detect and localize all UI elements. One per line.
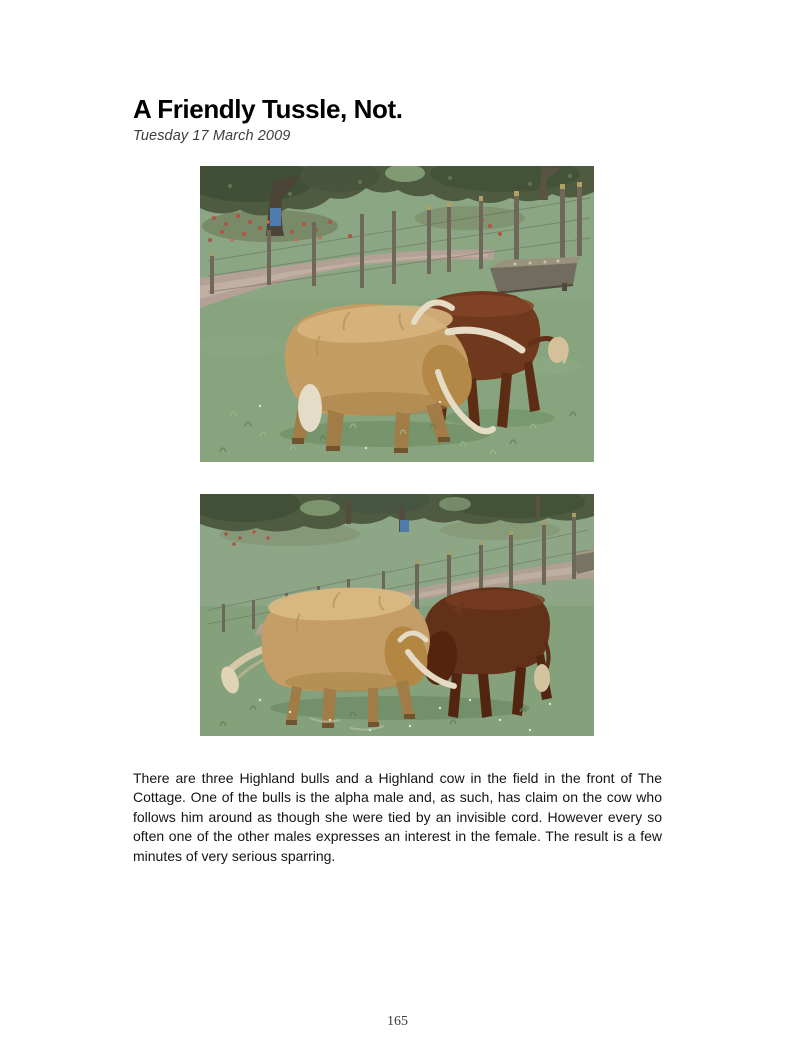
body-paragraph: There are three Highland bulls and a Highland cow in the field in the front of The Cottage. One of the bulls is the alpha male and, as such, has claim on the cow who follows him around as though she were tied by an invisible cord. However every so often one of the other males expresses an interest in the female. The result is a few minutes of very serious sparring. (133, 770, 662, 864)
page-number: 165 (387, 1014, 408, 1029)
photo-bulls-sparring-wide (200, 166, 594, 462)
photo1-illustration (200, 166, 594, 462)
date-line: Tuesday 17 March 2009 (133, 128, 291, 144)
photo-bulls-sparring-close (200, 494, 594, 736)
page-title: A Friendly Tussle, Not. (133, 94, 403, 124)
photo2-illustration (200, 494, 594, 736)
